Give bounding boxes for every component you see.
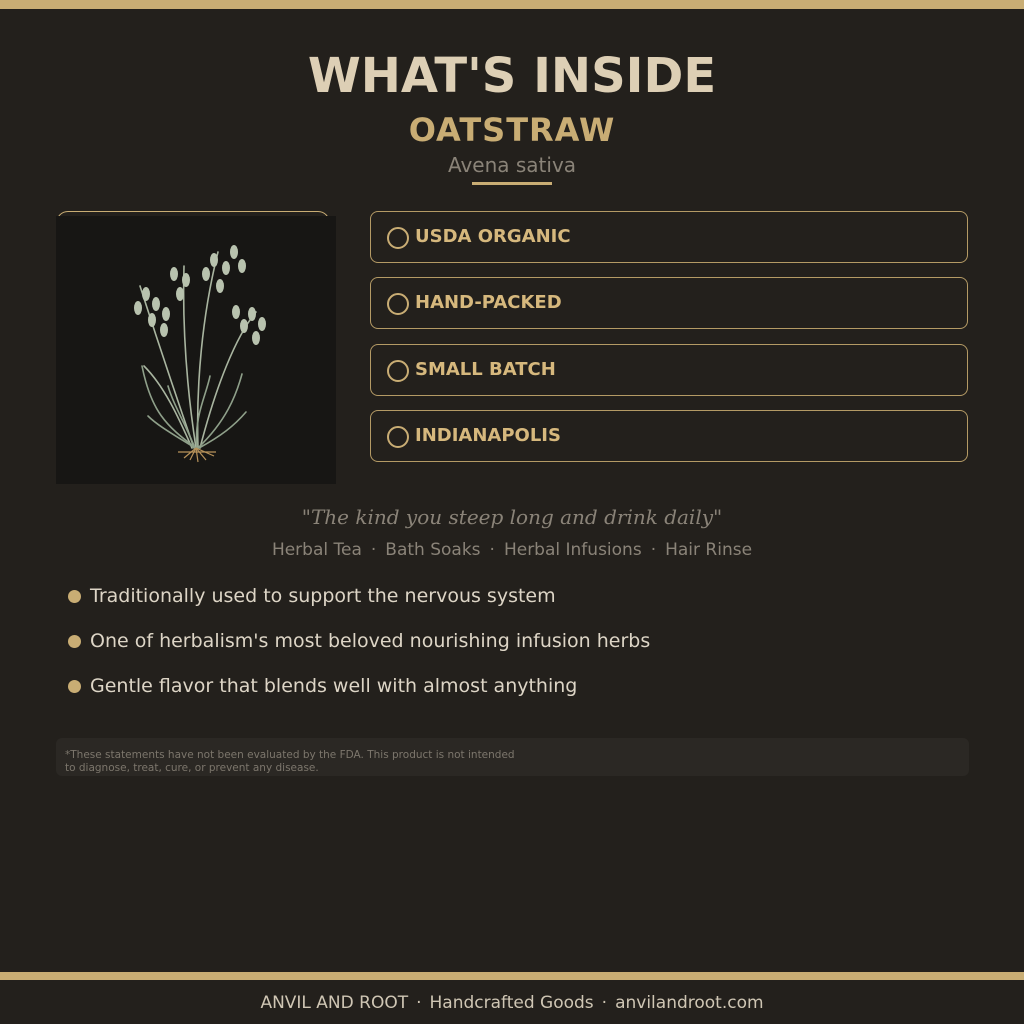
badge-label: USDA ORGANIC — [415, 226, 571, 247]
badge-small-batch — [370, 344, 968, 396]
bottom-accent-bar — [0, 972, 1024, 980]
bullet-icon — [68, 590, 81, 603]
benefit-text: Gentle flavor that blends well with almost anything — [90, 675, 578, 697]
circle-icon — [387, 293, 409, 315]
circle-icon — [387, 426, 409, 448]
separator: · — [489, 540, 495, 560]
circle-icon — [387, 227, 409, 249]
benefit-text: Traditionally used to support the nervous system — [90, 585, 556, 607]
badge-label: SMALL BATCH — [415, 359, 556, 380]
footer-tagline: Handcrafted Goods — [429, 993, 594, 1013]
badge-label: INDIANAPOLIS — [415, 425, 561, 446]
bullet-icon — [68, 635, 81, 648]
use-item: Bath Soaks — [385, 540, 481, 560]
footer — [0, 990, 1024, 1016]
bullet-icon — [68, 680, 81, 693]
page-title: WHAT'S INSIDE — [307, 48, 717, 104]
oatstraw-plant-icon — [56, 216, 336, 484]
use-item: Herbal Infusions — [503, 540, 642, 560]
badge-hand-packed — [370, 277, 968, 329]
benefit-text: One of herbalism's most beloved nourishing infusion herbs — [90, 630, 651, 652]
badge-indianapolis — [370, 410, 968, 462]
badge-usda-organic — [370, 211, 968, 263]
fda-disclaimer — [56, 738, 969, 776]
use-item: Hair Rinse — [665, 540, 753, 560]
uses-list — [0, 538, 1024, 562]
separator: · — [601, 993, 608, 1013]
latin-name: Avena sativa — [447, 153, 577, 177]
circle-icon — [387, 360, 409, 382]
use-item: Herbal Tea — [271, 540, 362, 560]
herb-name: OATSTRAW — [408, 111, 616, 149]
separator: · — [416, 993, 422, 1013]
footer-brand: ANVIL AND ROOT — [260, 993, 409, 1013]
title-underline — [472, 182, 552, 185]
tagline-quote: "The kind you steep long and drink daily" — [301, 505, 723, 529]
separator: · — [370, 540, 377, 560]
separator: · — [650, 540, 657, 560]
disclaimer-text: *These statements have not been evaluated by the FDA. This product is not intended to diagnose, treat, cure, or prevent any disease. — [65, 749, 515, 774]
oatstraw-plant-illustration — [56, 216, 336, 484]
footer-website-link[interactable]: anvilandroot.com — [615, 993, 764, 1013]
badge-label: HAND-PACKED — [415, 292, 562, 313]
top-accent-bar — [0, 0, 1024, 9]
